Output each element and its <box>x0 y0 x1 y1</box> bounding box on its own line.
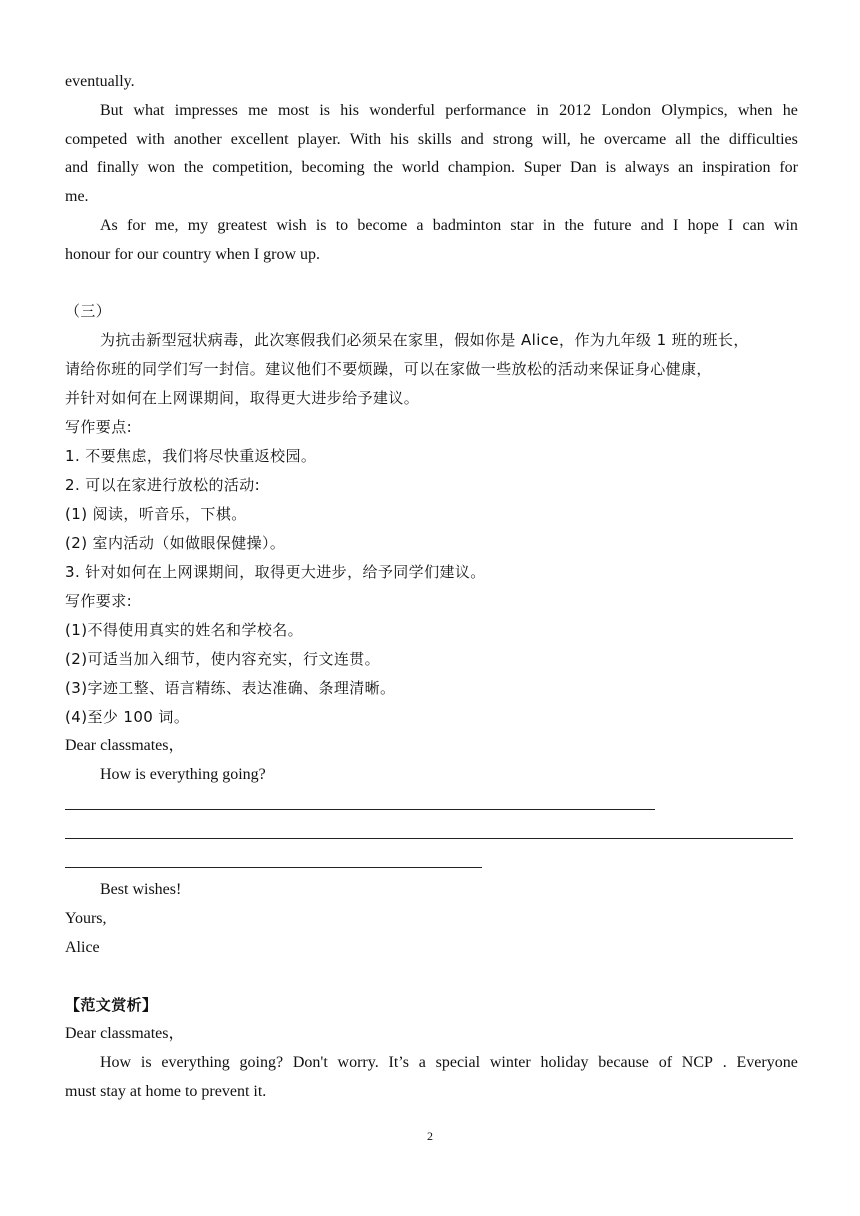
word: competed <box>65 131 128 148</box>
letter-closing: Best wishes! <box>100 881 182 898</box>
word: is <box>315 217 327 234</box>
word: for <box>779 159 798 176</box>
word: London <box>601 102 652 119</box>
word: But <box>100 102 124 119</box>
word: competition, <box>212 159 293 176</box>
word: Super <box>523 159 562 176</box>
word: won <box>147 159 176 176</box>
word: the <box>373 159 393 176</box>
requirement: (4)至少 100 词。 <box>65 708 190 726</box>
word: Olympics, <box>661 102 728 119</box>
points-title: 写作要点: <box>65 418 133 436</box>
word: overcame <box>603 131 667 148</box>
word: he <box>579 131 595 148</box>
word: I <box>673 217 679 234</box>
word: of <box>658 1054 673 1071</box>
word: he <box>782 102 798 119</box>
writing-point: 2. 可以在家进行放松的活动: <box>65 476 261 494</box>
word: is <box>605 159 617 176</box>
word: the <box>564 217 584 234</box>
requirements-title: 写作要求: <box>65 592 133 610</box>
task-intro-line: 请给你班的同学们写一封信。建议他们不要烦躁，可以在家做一些放松的活动来保证身心健康， <box>65 360 712 378</box>
word: to <box>335 217 349 234</box>
word: for <box>127 217 146 234</box>
word: champion. <box>447 159 515 176</box>
word: strong <box>492 131 533 148</box>
word: my <box>187 217 209 234</box>
writing-subpoint: (1) 阅读，听音乐，下棋。 <box>65 505 247 523</box>
letter-signature: Alice <box>65 939 100 956</box>
word: impresses <box>174 102 238 119</box>
word: special <box>435 1054 481 1071</box>
letter-salutation: Dear classmates， <box>65 737 185 754</box>
word: difficulties <box>728 131 798 148</box>
word: hope <box>687 217 719 234</box>
letter-opening: How is everything going? <box>100 766 266 783</box>
word: always <box>624 159 670 176</box>
word: Everyone <box>736 1054 798 1071</box>
word: most <box>277 102 310 119</box>
word: NCP <box>681 1054 713 1071</box>
letter-yours: Yours, <box>65 910 107 927</box>
word: Don't <box>292 1054 328 1071</box>
word: greatest <box>217 217 268 234</box>
word: me, <box>154 217 179 234</box>
passage-paragraph-line <box>100 216 798 236</box>
word: holiday <box>540 1054 589 1071</box>
word: his <box>390 131 409 148</box>
word: becoming <box>301 159 365 176</box>
word: 2012 <box>559 102 592 119</box>
word: is <box>319 102 331 119</box>
passage-paragraph-line <box>65 158 798 178</box>
word: become <box>357 217 408 234</box>
writing-point: 3. 针对如何在上网课期间，取得更大进步，给予同学们建议。 <box>65 563 486 581</box>
word: Dan <box>569 159 597 176</box>
word: finally <box>96 159 139 176</box>
word: skills <box>417 131 452 148</box>
model-essay-line <box>100 1053 798 1073</box>
word: worry. <box>337 1054 379 1071</box>
word: As <box>100 217 118 234</box>
word: and <box>460 131 484 148</box>
word: all <box>675 131 692 148</box>
word: badminton <box>432 217 502 234</box>
model-essay-heading: 【范文赏析】 <box>65 996 158 1014</box>
word: because <box>598 1054 649 1071</box>
word: winter <box>489 1054 531 1071</box>
word: the <box>183 159 204 176</box>
answer-line <box>65 809 655 810</box>
word: How <box>100 1054 132 1071</box>
word: in <box>542 217 556 234</box>
word: wish <box>276 217 307 234</box>
word: player. <box>297 131 341 148</box>
writing-point: 1. 不要焦虑，我们将尽快重返校园。 <box>65 447 317 465</box>
word: a <box>418 1054 426 1071</box>
word: win <box>773 217 798 234</box>
word: will, <box>541 131 571 148</box>
word: a <box>416 217 424 234</box>
task-intro-line: 并针对如何在上网课期间，取得更大进步给予建议。 <box>65 389 420 407</box>
passage-paragraph-line <box>100 101 798 121</box>
word: when <box>737 102 773 119</box>
word: everything <box>161 1054 230 1071</box>
word: inspiration <box>702 159 771 176</box>
task-intro-line: 为抗击新型冠状病毒，此次寒假我们必须呆在家里，假如你是 Alice，作为九年级 1 班的班长， <box>100 331 749 349</box>
requirement: (2)可适当加入细节，使内容充实，行文连贯。 <box>65 650 381 668</box>
passage-line: honour for our country when I grow up. <box>65 246 321 263</box>
word: in <box>536 102 549 119</box>
word: with <box>136 131 165 148</box>
word: another <box>173 131 222 148</box>
word: going? <box>239 1054 284 1071</box>
model-essay-line: must stay at home to prevent it. <box>65 1083 267 1100</box>
word: excellent <box>230 131 289 148</box>
word: I <box>727 217 734 234</box>
word: future <box>593 217 632 234</box>
word: can <box>742 217 765 234</box>
word: and <box>640 217 664 234</box>
word: star <box>510 217 534 234</box>
passage-line: me. <box>65 188 89 205</box>
word: what <box>133 102 165 119</box>
page-number: 2 <box>427 1129 433 1143</box>
model-essay-salutation: Dear classmates， <box>65 1025 185 1042</box>
word: performance <box>445 102 527 119</box>
word: me <box>248 102 268 119</box>
passage-line: eventually. <box>65 73 135 90</box>
answer-line <box>65 838 793 839</box>
word: the <box>700 131 720 148</box>
answer-line <box>65 867 482 868</box>
word: wonderful <box>369 102 435 119</box>
passage-paragraph-line <box>65 130 798 150</box>
requirement: (1)不得使用真实的姓名和学校名。 <box>65 621 304 639</box>
word: With <box>349 131 382 148</box>
word: It’s <box>388 1054 409 1071</box>
section-heading: （三） <box>65 302 112 320</box>
word: . <box>722 1054 727 1071</box>
word: is <box>140 1054 152 1071</box>
word: and <box>65 159 89 176</box>
word: world <box>401 159 440 176</box>
word: his <box>340 102 359 119</box>
writing-subpoint: (2) 室内活动（如做眼保健操）。 <box>65 534 286 552</box>
requirement: (3)字迹工整、语言精练、表达准确、条理清晰。 <box>65 679 396 697</box>
word: an <box>678 159 694 176</box>
